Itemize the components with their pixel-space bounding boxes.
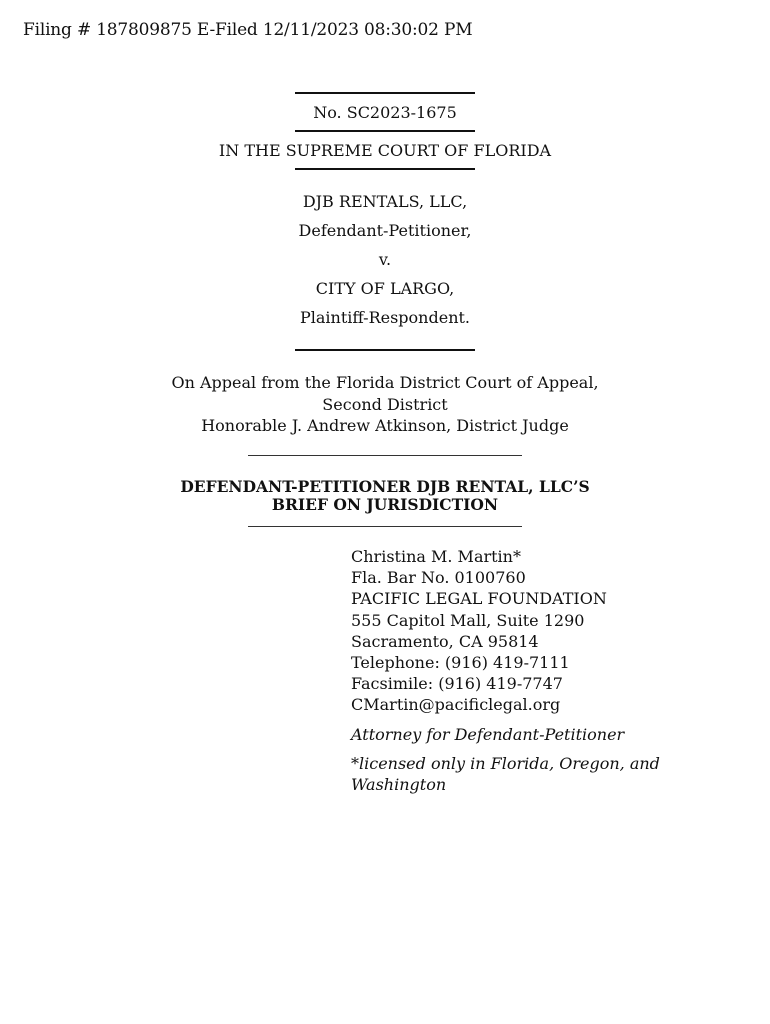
telephone: Telephone: (916) 419-7111 <box>351 653 570 673</box>
rule-top <box>295 92 475 94</box>
respondent-name: CITY OF LARGO, <box>315 279 455 298</box>
rule-parties-bottom <box>295 349 475 351</box>
respondent-role: Plaintiff-Respondent. <box>299 308 471 327</box>
petitioner-name: DJB RENTALS, LLC, <box>302 192 468 211</box>
appeal-line-3: Honorable J. Andrew Atkinson, District Judge <box>201 416 569 435</box>
license-note-line-2: Washington <box>351 775 447 794</box>
license-note-line-1: *licensed only in Florida, Oregon, and <box>351 754 660 773</box>
rule-title-bottom <box>248 526 522 527</box>
filing-header: Filing # 187809875 E-Filed 12/11/2023 08:30:02 PM <box>23 20 473 40</box>
bar-number: Fla. Bar No. 0100760 <box>351 568 526 588</box>
rule-court-bottom <box>295 168 475 170</box>
appeal-line-1: On Appeal from the Florida District Court of Appeal, <box>171 373 599 392</box>
appeal-line-2: Second District <box>322 395 448 414</box>
city-state-zip: Sacramento, CA 95814 <box>351 631 539 651</box>
email: CMartin@pacificlegal.org <box>351 695 561 715</box>
attorney-role: Attorney for Defendant-Petitioner <box>351 725 625 744</box>
organization: PACIFIC LEGAL FOUNDATION <box>351 589 607 609</box>
versus: v. <box>378 250 392 269</box>
attorney-name: Christina M. Martin* <box>351 547 521 566</box>
court-name: IN THE SUPREME COURT OF FLORIDA <box>218 141 552 160</box>
rule-appeal-bottom <box>248 455 522 456</box>
brief-title-line-1: DEFENDANT-PETITIONER DJB RENTAL, LLC’S <box>180 477 590 496</box>
petitioner-role: Defendant-Petitioner, <box>298 221 472 240</box>
brief-title-line-2: BRIEF ON JURISDICTION <box>271 495 499 514</box>
case-number: No. SC2023-1675 <box>313 103 457 122</box>
attorney-block <box>351 546 607 716</box>
street-address: 555 Capitol Mall, Suite 1290 <box>351 610 585 630</box>
facsimile: Facsimile: (916) 419-7747 <box>351 674 563 694</box>
rule-case-bottom <box>295 130 475 132</box>
